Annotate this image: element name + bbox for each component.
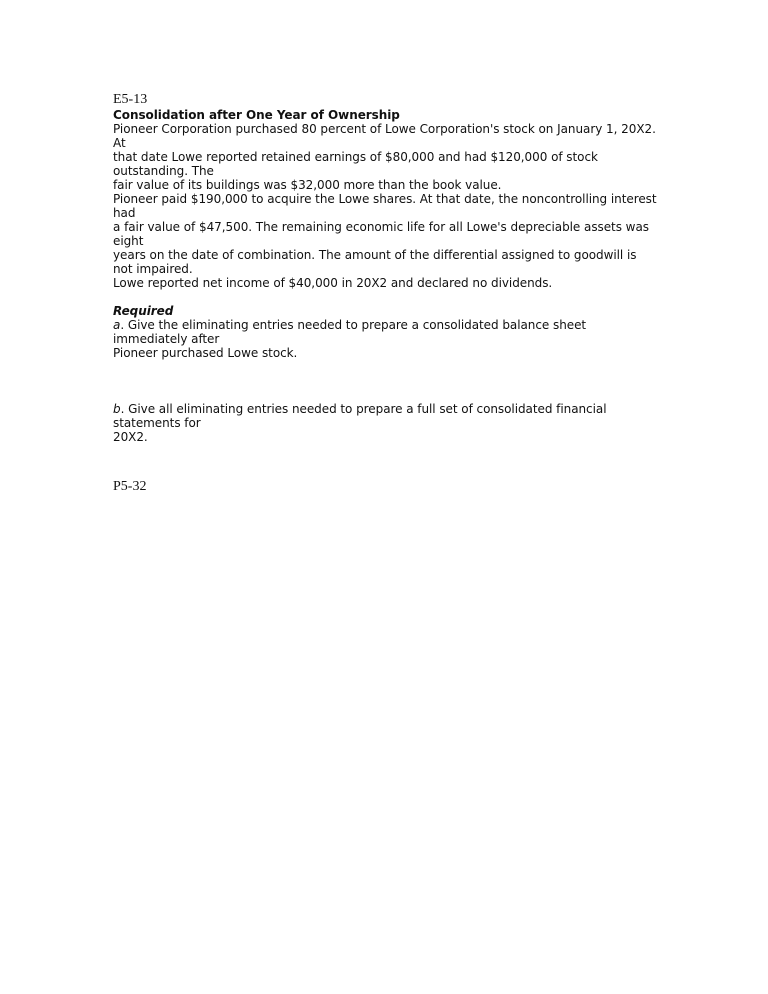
part-a [113,318,658,360]
problem-line: fair value of its buildings was $32,000 more than the book value. [113,178,502,192]
required-heading: Required [113,304,174,318]
part-a-text: . Give the eliminating entries needed to prepare a consolidated balance sheet immediately after [113,318,587,346]
part-a-line [113,318,658,346]
spacer [113,290,658,304]
part-b-label: b [113,402,121,416]
spacer [113,360,658,402]
part-b-line [113,402,658,430]
exercise-title: Consolidation after One Year of Ownership [113,108,400,122]
problem-line: that date Lowe reported retained earnings of $80,000 and had $120,000 of stock outstanding. The [113,150,598,178]
part-b [113,402,658,444]
part-b-line: 20X2. [113,430,148,444]
document-page [113,92,658,495]
next-problem-id: P5-32 [113,479,147,494]
exercise-id: E5-13 [113,92,148,107]
spacer [113,444,658,479]
problem-line: years on the date of combination. The amount of the differential assigned to goodwill is not impaired. [113,248,637,276]
problem-line: Pioneer Corporation purchased 80 percent of Lowe Corporation's stock on January 1, 20X2. At [113,122,656,150]
part-a-line: Pioneer purchased Lowe stock. [113,346,298,360]
part-b-text: . Give all eliminating entries needed to prepare a full set of consolidated financial statements for [113,402,607,430]
problem-line: a fair value of $47,500. The remaining economic life for all Lowe's depreciable assets was eight [113,220,649,248]
problem-text [113,122,658,290]
problem-line: Pioneer paid $190,000 to acquire the Lowe shares. At that date, the noncontrolling interest had [113,192,657,220]
problem-line: Lowe reported net income of $40,000 in 20X2 and declared no dividends. [113,276,553,290]
part-a-label: a [113,318,121,332]
